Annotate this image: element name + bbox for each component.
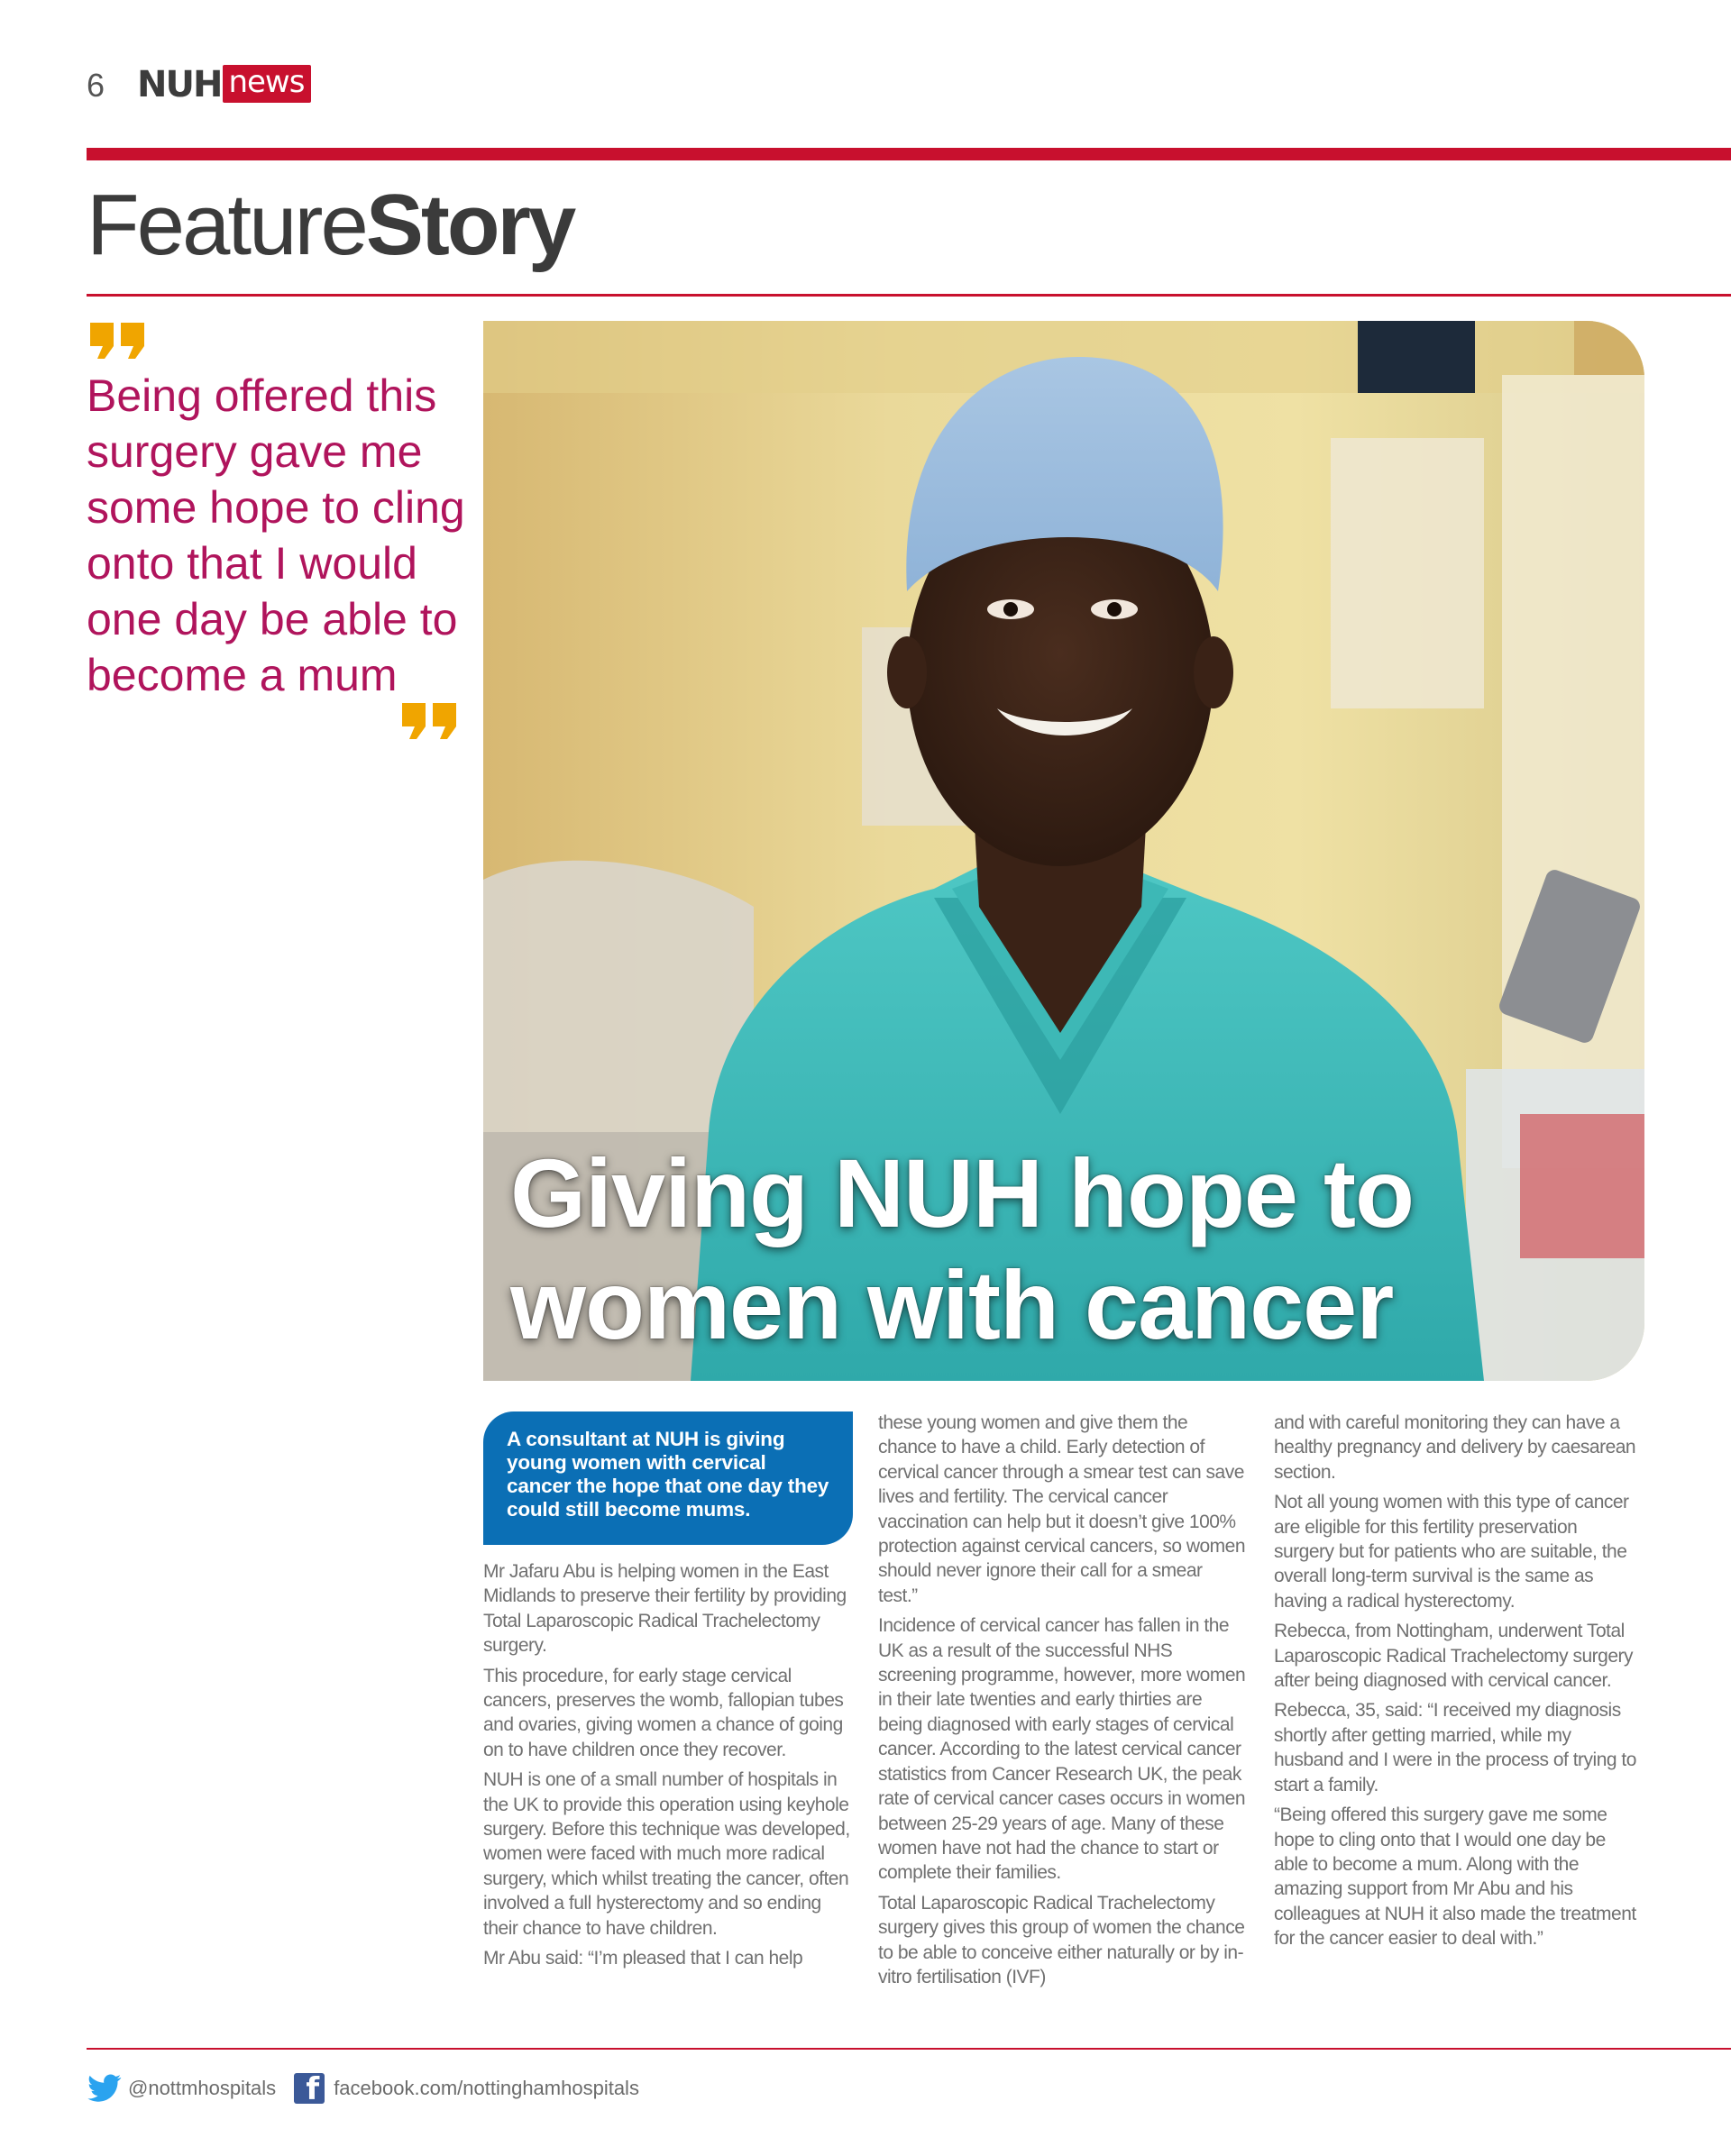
twitter-handle[interactable]: @nottmhospitals: [128, 2077, 277, 2099]
headline: [510, 1137, 1628, 1361]
facebook-link[interactable]: facebook.com/nottinghamhospitals: [334, 2077, 639, 2099]
paragraph: NUH is one of a small number of hospitals in the UK to provide this operation using keyhole surgery. Before this technique was developed, women were faced with much more radical surgery, which whilst treating the cancer, often involved a full hysterectomy and so ending their chance to have children.: [483, 1769, 850, 1939]
paragraph: Incidence of cervical cancer has fallen in the UK as a result of the successful NHS screening programme, however, more women in their late twenties and early thirties are being diagnosed with early stages of cervical cancer. According to the latest cervical cancer statistics from Cancer Research UK, the peak rate of cervical cancer cases occurs in women between 25-29 years of age. Many of these women have not had the chance to start or complete their families.: [878, 1615, 1246, 1884]
intro-text: A consultant at NUH is giving young women with cervical cancer the hope that one day they could still become mums.: [507, 1428, 829, 1521]
open-quote-icon: [87, 321, 150, 361]
paragraph: Mr Jafaru Abu is helping women in the East Midlands to preserve their fertility by providing Total Laparoscopic Radical Trachelectomy surgery.: [483, 1561, 847, 1657]
paragraph: Rebecca, 35, said: “I received my diagnosis shortly after getting married, while my husband and I were in the process of trying to start a family.: [1274, 1700, 1636, 1795]
paragraph: Rebecca, from Nottingham, underwent Total Laparoscopic Radical Trachelectomy surgery after being diagnosed with cervical cancer.: [1274, 1621, 1634, 1692]
intro-box: [483, 1411, 853, 1545]
pull-quote: Being offered this surgery gave me some hope to cling onto that I would one day be able to become a mum: [87, 370, 465, 700]
article-column-2: [878, 1411, 1246, 1995]
twitter-icon[interactable]: [87, 2073, 123, 2104]
logo-news-text: news: [223, 65, 311, 103]
paragraph: and with careful monitoring they can have a healthy pregnancy and delivery by caesarean section.: [1274, 1412, 1636, 1483]
section-title-bold: Story: [365, 177, 574, 273]
paragraph: Mr Abu said: “I’m pleased that I can help: [483, 1948, 803, 1969]
section-title: [87, 171, 573, 279]
section-rule: [87, 294, 1731, 297]
logo-nuh-text: NUH: [137, 64, 222, 105]
page-number: 6: [87, 67, 105, 104]
footer: [87, 2071, 639, 2107]
article-column-1: [483, 1559, 851, 1977]
section-title-light: Feature: [87, 177, 366, 273]
headline-line-2: women with cancer: [510, 1250, 1394, 1359]
paragraph: “Being offered this surgery gave me some hope to cling onto that I would one day be able to become a mum. Along with the amazing support from Mr Abu and his colleagues at NUH it also made the treatment for the cancer easier to deal with.”: [1274, 1804, 1636, 1950]
facebook-icon[interactable]: f: [294, 2073, 325, 2104]
nuh-news-logo: [137, 65, 311, 105]
article-column-3: [1274, 1411, 1642, 1957]
header-rule: [87, 148, 1731, 160]
paragraph: Total Laparoscopic Radical Trachelectomy surgery gives this group of women the chance to be able to conceive either naturally or by in-vitro fertilisation (IVF): [878, 1892, 1245, 1987]
close-quote-icon: [398, 701, 462, 741]
footer-rule: [87, 2048, 1731, 2050]
paragraph: Not all young women with this type of cancer are eligible for this fertility preservation surgery but for patients who are suitable, the overall long-term survival is the same as having a radical hysterectomy.: [1274, 1492, 1629, 1612]
paragraph: This procedure, for early stage cervical cancers, preserves the womb, fallopian tubes and ovaries, giving women a chance of going on to have children once they recover.: [483, 1665, 844, 1760]
headline-line-1: Giving NUH hope to: [510, 1138, 1414, 1247]
paragraph: these young women and give them the chance to have a child. Early detection of cervical cancer through a smear test can save lives and fertility. The cervical cancer vaccination can help but it doesn’t give 100% protection against cervical cancers, so women should never ignore their call for a smear test.”: [878, 1412, 1246, 1606]
